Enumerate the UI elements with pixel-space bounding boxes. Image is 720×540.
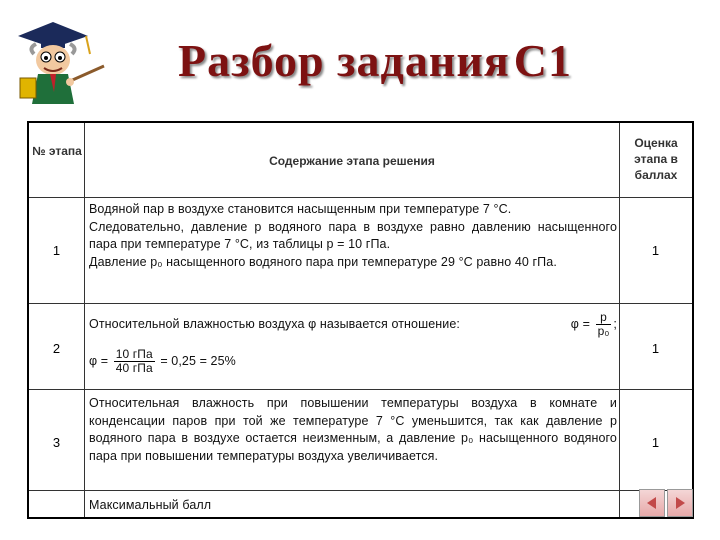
solution-table (27, 121, 694, 519)
row1-score: 1 (651, 243, 660, 258)
arrow-right-icon (672, 495, 688, 511)
row1-line3: Давление p₀ насыщенного водяного пара при температуре 29 °С равно 40 гПа. (89, 254, 557, 269)
row2-definition: Относительной влажностью воздуха φ называется отношение: (89, 316, 460, 331)
row-divider (29, 389, 692, 390)
row1-line2: Следовательно, давление p водяного пара в воздухе равно давлению насыщенного пара при температуре 7 °С, из таблицы p = 10 гПа. (89, 219, 617, 251)
row3-step: 3 (52, 435, 61, 450)
back-button[interactable] (639, 489, 665, 517)
arrow-left-icon (644, 495, 660, 511)
row-divider (29, 303, 692, 304)
row2-formula-calc: φ = $\frac{\text{10 гПа}}{\text{40 гПа}}$ = 0,25 = 25% (89, 347, 236, 375)
row1-content (89, 201, 617, 271)
row3-content: Относительная влажность при повышении температуры воздуха в комнате и конденсации паров при той же температуре 7 °С уменьшится, так как давление p водяного пара в воздухе остается неизменным, а давление p₀ насыщенного водяного пара при повышении температуры воздуха увеличивается. (89, 396, 617, 463)
row2-step: 2 (52, 341, 61, 356)
row1-step: 1 (52, 243, 61, 258)
row1-line1: Водяной пар в воздухе становится насыщенным при температуре 7 °С. (89, 202, 512, 216)
fraction: $\frac{\text{10 гПа}}{\text{40 гПа}}$ (115, 347, 153, 375)
task-code: С1 (513, 35, 572, 86)
row-divider (29, 490, 692, 491)
teacher-mascot-icon (8, 8, 108, 108)
slide-title-text: Разбор задания (178, 35, 510, 86)
header-score: Оценка этапа в баллах (634, 136, 678, 182)
row-divider (29, 197, 692, 198)
header-content: Содержание этапа решения (269, 154, 435, 168)
slide-title (178, 34, 572, 87)
total-label: Максимальный балл (89, 498, 212, 512)
row2-formula-def: φ = $\frac{p}{\text{p₀}}$ ; (570, 310, 617, 338)
row2-content (89, 311, 617, 375)
step-number-column (29, 123, 85, 517)
row2-score: 1 (651, 341, 660, 356)
forward-button[interactable] (667, 489, 693, 517)
row3-score: 1 (651, 435, 660, 450)
header-step-no: № этапа (32, 144, 82, 158)
fraction: $\frac{p}{\text{p₀}}$ (597, 310, 610, 338)
